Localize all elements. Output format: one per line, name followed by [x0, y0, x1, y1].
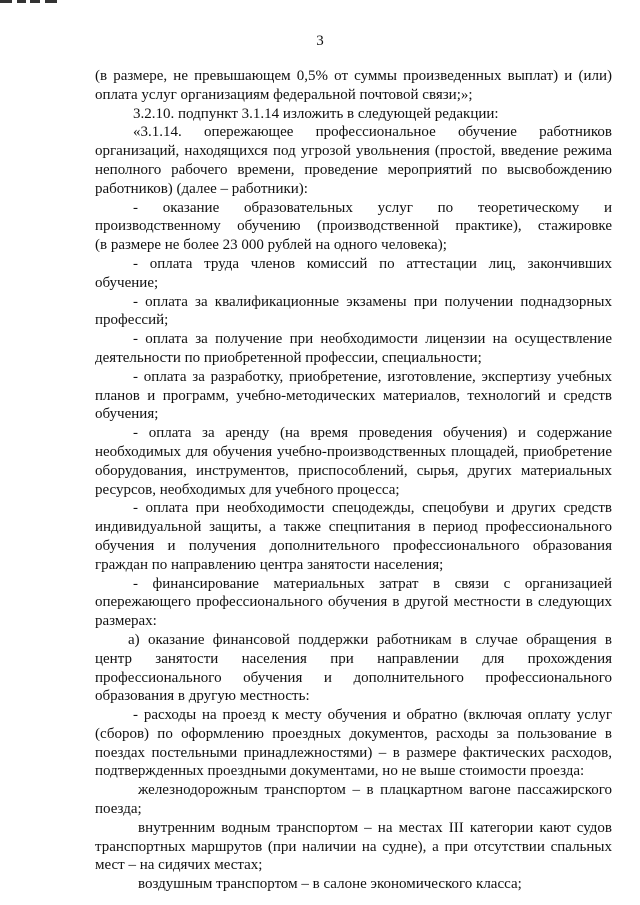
text-line: опережающего профессионального обучения в другой местности в следующих	[95, 594, 612, 611]
text-line: граждан по направлению центра занятости населения;	[95, 556, 444, 573]
text-line: необходимых для обучения учебно-производственных площадей, приобретение	[95, 443, 612, 460]
list-item-line: - оплата за получение при необходимости лицензии на осуществление	[133, 331, 612, 348]
text-line: работников) (далее – работники):	[95, 180, 308, 197]
text-line: (сборов) по оформлению проездных документов, расходы за пользование в	[95, 725, 612, 742]
list-item-line: - оплата при необходимости спецодежды, спецобуви и других средств	[133, 500, 612, 517]
text-line: 3.2.10. подпункт 3.1.14 изложить в следующей редакции:	[133, 105, 499, 122]
text-line: поездах постельными принадлежностями) – в размере фактических расходов,	[95, 744, 612, 761]
list-item-line: - оплата за аренду (на время проведения обучения) и содержание	[133, 425, 612, 442]
text-line: мест – на сидячих местах;	[95, 857, 263, 874]
text-line: планов и программ, учебно-методических материалов, технологий и средств	[95, 387, 612, 404]
text-line: «3.1.14. опережающее профессиональное обучение работников	[133, 124, 612, 141]
list-item-line: - расходы на проезд к месту обучения и обратно (включая оплату услуг	[133, 707, 612, 724]
text-line: производственному обучению (производственной практике), стажировке	[95, 218, 612, 235]
subitem-line: а) оказание финансовой поддержки работникам в случае обращения в	[128, 631, 612, 648]
text-line: оборудования, инструментов, приспособлений, сырья, других материальных	[95, 462, 612, 479]
scan-edge-mark	[0, 0, 58, 5]
text-line: профессий;	[95, 312, 169, 329]
text-line: обучения;	[95, 406, 159, 423]
list-item-line: - оплата за квалификационные экзамены при получении поднадзорных	[133, 293, 612, 310]
list-item-line: - оплата за разработку, приобретение, изготовление, экспертизу учебных	[133, 368, 612, 385]
list-item-line: - оказание образовательных услуг по теоретическому и	[133, 199, 612, 216]
text-line: железнодорожным транспортом – в плацкартном вагоне пассажирского	[138, 782, 612, 799]
text-line: неполного рабочего времени, проведение мероприятий по высвобождению	[95, 161, 612, 178]
text-line: оплата услуг организациям федеральной почтовой связи;»;	[95, 86, 473, 103]
text-line: подтвержденных проездными документами, но не выше стоимости проезда:	[95, 763, 585, 780]
text-line: (в размере не более 23 000 рублей на одного человека);	[95, 237, 447, 254]
text-line: деятельности по приобретенной профессии, специальности;	[95, 349, 482, 366]
text-line: индивидуальной защиты, а также спецпитания в период профессионального	[95, 519, 612, 536]
text-line: обучение;	[95, 274, 159, 291]
text-line: ресурсов, необходимых для учебного процесса;	[95, 481, 400, 498]
text-line: воздушным транспортом – в салоне экономического класса;	[138, 876, 522, 893]
text-line: транспортных маршрутов (при наличии на судне), а при отсутствии спальных	[95, 838, 612, 855]
text-line: профессионального обучения и дополнительного профессионального	[95, 669, 612, 686]
text-line: внутренним водным транспортом – на местах III категории кают судов	[138, 819, 612, 836]
text-line: организаций, находящихся под угрозой увольнения (простой, введение режима	[95, 143, 612, 160]
text-line: обучения и получения дополнительного профессионального образования	[95, 537, 612, 554]
text-line: поезда;	[95, 801, 142, 818]
list-item-line: - финансирование материальных затрат в связи с организацией	[133, 575, 612, 592]
text-line: (в размере, не превышающем 0,5% от суммы произведенных выплат) и (или)	[95, 68, 612, 84]
text-line: размерах:	[95, 613, 157, 630]
page-number: 3	[316, 33, 324, 49]
text-line: центр занятости населения при направлении для прохождения	[95, 650, 612, 667]
document-body	[95, 67, 612, 894]
list-item-line: - оплата труда членов комиссий по аттестации лиц, закончивших	[133, 255, 612, 272]
text-line: образования в другую местность:	[95, 688, 310, 705]
